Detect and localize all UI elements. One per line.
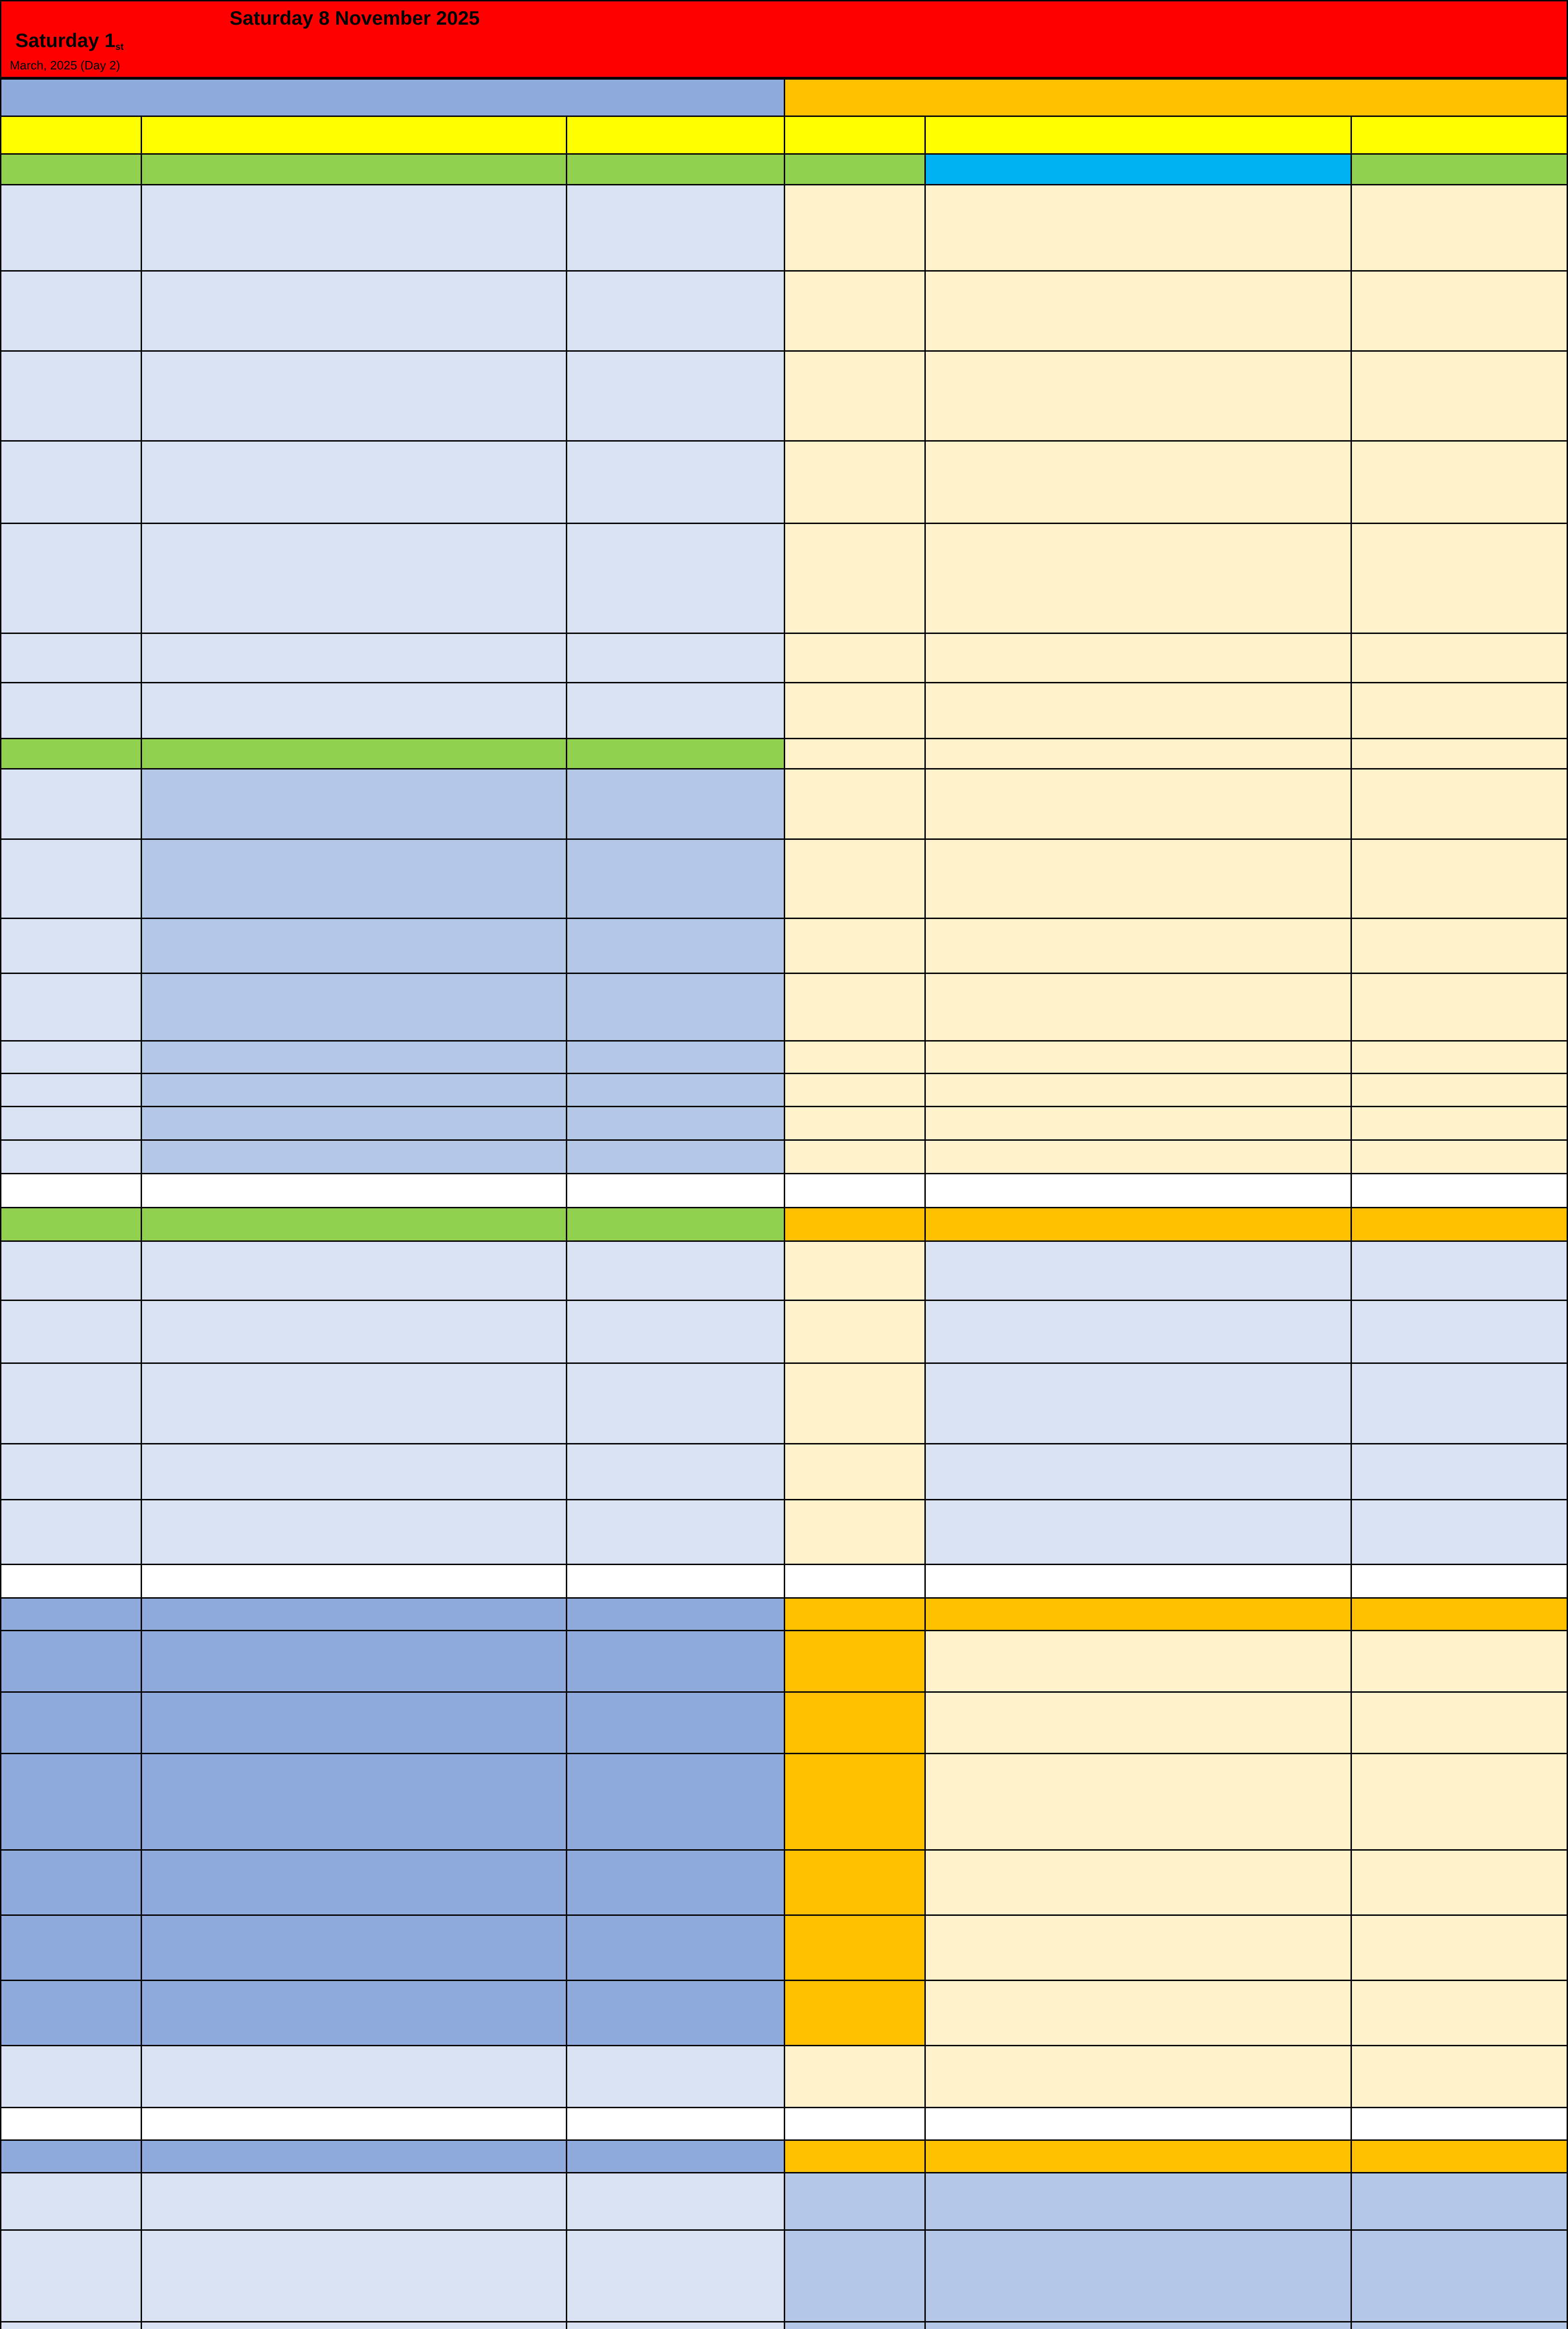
room2-time-cell <box>784 184 926 272</box>
room1-speaker-cell <box>566 2172 785 2231</box>
room2-topic-cell <box>924 768 1352 840</box>
room2-time-cell <box>784 1362 926 1444</box>
room1-topic-cell <box>141 350 567 442</box>
room1-topic-cell <box>141 2321 567 2329</box>
room1-topic-cell <box>141 1914 567 1981</box>
room1-time-cell <box>0 1499 142 1565</box>
room1-speaker-cell <box>566 270 785 352</box>
room2-topic-cell <box>924 2107 1352 2141</box>
room1-speaker-cell <box>566 2229 785 2322</box>
room1-topic-cell <box>141 1980 567 2046</box>
room2-topic-cell <box>924 1173 1352 1208</box>
room1-speaker-cell <box>566 1753 785 1851</box>
room1-topic-cell <box>141 738 567 770</box>
room2-speaker-cell <box>1351 838 1568 919</box>
room2-speaker-cell <box>1351 768 1568 840</box>
col-header-room1-time <box>0 116 142 155</box>
room2-topic-cell <box>924 1139 1352 1174</box>
room2-time-cell <box>784 1691 926 1754</box>
room1-topic-cell <box>141 1362 567 1444</box>
col-header-room2-time <box>784 116 926 155</box>
room2-time-cell <box>784 440 926 524</box>
room1-speaker-cell <box>566 1073 785 1107</box>
room1-topic-cell <box>141 1443 567 1500</box>
room2-speaker-cell <box>1351 2139 1568 2173</box>
room2-time-cell <box>784 2045 926 2108</box>
room1-topic-cell <box>141 270 567 352</box>
room2-topic-cell <box>924 270 1352 352</box>
room2-speaker-cell <box>1351 1499 1568 1565</box>
room2-time-cell <box>784 1300 926 1364</box>
room1-speaker-cell <box>566 1691 785 1754</box>
room1-speaker-cell <box>566 523 785 634</box>
room2-speaker-cell <box>1351 1849 1568 1916</box>
room2-title <box>784 78 1568 117</box>
room2-topic-cell <box>924 2172 1352 2231</box>
room1-topic-cell <box>141 1753 567 1851</box>
room1-time-cell <box>0 1300 142 1364</box>
room2-topic-cell <box>924 738 1352 770</box>
room1-time-cell <box>0 1597 142 1631</box>
room2-speaker-cell <box>1351 1691 1568 1754</box>
room1-speaker-cell <box>566 1564 785 1599</box>
room2-speaker-cell <box>1351 1106 1568 1141</box>
room2-time-cell <box>784 973 926 1042</box>
room1-topic-cell <box>141 682 567 739</box>
room2-time-cell <box>784 1240 926 1301</box>
room1-time-cell <box>0 1849 142 1916</box>
room2-topic-cell <box>924 838 1352 919</box>
room1-time-cell <box>0 682 142 739</box>
room1-speaker-cell <box>566 768 785 840</box>
room2-time-cell <box>784 1106 926 1141</box>
room2-speaker-cell <box>1351 1240 1568 1301</box>
room1-speaker-cell <box>566 1362 785 1444</box>
room2-topic-cell <box>924 1691 1352 1754</box>
room1-time-cell <box>0 1362 142 1444</box>
room2-topic-cell <box>924 1362 1352 1444</box>
room2-speaker-cell <box>1351 682 1568 739</box>
room2-speaker-cell <box>1351 1040 1568 1074</box>
room2-time-cell <box>784 682 926 739</box>
room1-topic-cell <box>141 1630 567 1693</box>
room1-topic-cell <box>141 2229 567 2322</box>
room1-topic-cell <box>141 2139 567 2173</box>
room2-topic-cell <box>924 184 1352 272</box>
room1-speaker-cell <box>566 918 785 974</box>
room2-topic-cell <box>924 1753 1352 1851</box>
room1-topic-cell <box>141 768 567 840</box>
room1-speaker-cell <box>566 1173 785 1208</box>
room2-speaker-cell <box>1351 1980 1568 2046</box>
room2-topic-cell <box>924 153 1352 185</box>
room2-speaker-cell <box>1351 1173 1568 1208</box>
room1-time-cell <box>0 2321 142 2329</box>
col-header-room2-speaker <box>1351 116 1568 155</box>
room2-topic-cell <box>924 1564 1352 1599</box>
room2-topic-cell <box>924 350 1352 442</box>
room2-topic-cell <box>924 440 1352 524</box>
room1-time-cell <box>0 1564 142 1599</box>
room2-topic-cell <box>924 2321 1352 2329</box>
room1-time-cell <box>0 2139 142 2173</box>
room2-time-cell <box>784 1139 926 1174</box>
room1-speaker-cell <box>566 1849 785 1916</box>
room2-speaker-cell <box>1351 738 1568 770</box>
room1-topic-cell <box>141 1173 567 1208</box>
room1-speaker-cell <box>566 1597 785 1631</box>
room2-speaker-cell <box>1351 1630 1568 1693</box>
room2-time-cell <box>784 838 926 919</box>
room2-time-cell <box>784 2107 926 2141</box>
room2-speaker-cell <box>1351 270 1568 352</box>
room2-speaker-cell <box>1351 350 1568 442</box>
room1-topic-cell <box>141 153 567 185</box>
room1-time-cell <box>0 270 142 352</box>
room1-topic-cell <box>141 1691 567 1754</box>
room2-time-cell <box>784 2229 926 2322</box>
day-label-text: Saturday 1 <box>15 29 115 51</box>
room2-time-cell <box>784 1630 926 1693</box>
day-label-suffix: st <box>115 42 124 52</box>
room1-topic-cell <box>141 1073 567 1107</box>
room2-topic-cell <box>924 1106 1352 1141</box>
room2-time-cell <box>784 1597 926 1631</box>
room1-time-cell <box>0 1207 142 1242</box>
room1-speaker-cell <box>566 153 785 185</box>
room2-speaker-cell <box>1351 1073 1568 1107</box>
room2-speaker-cell <box>1351 523 1568 634</box>
room1-speaker-cell <box>566 738 785 770</box>
room1-topic-cell <box>141 1139 567 1174</box>
room1-time-cell <box>0 2107 142 2141</box>
room2-time-cell <box>784 738 926 770</box>
col-header-room1-speaker <box>566 116 785 155</box>
room2-time-cell <box>784 153 926 185</box>
room2-speaker-cell <box>1351 2229 1568 2322</box>
day-sub-label: March, 2025 (Day 2) <box>10 58 120 72</box>
room2-time-cell <box>784 768 926 840</box>
room2-topic-cell <box>924 2139 1352 2173</box>
room1-topic-cell <box>141 1207 567 1242</box>
room1-speaker-cell <box>566 1443 785 1500</box>
room2-time-cell <box>784 1040 926 1074</box>
room1-speaker-cell <box>566 1240 785 1301</box>
room1-time-cell <box>0 1073 142 1107</box>
room1-topic-cell <box>141 1106 567 1141</box>
room2-time-cell <box>784 1207 926 1242</box>
room2-time-cell <box>784 1443 926 1500</box>
room2-topic-cell <box>924 1240 1352 1301</box>
room1-speaker-cell <box>566 1980 785 2046</box>
room2-time-cell <box>784 2321 926 2329</box>
room2-topic-cell <box>924 1300 1352 1364</box>
room1-topic-cell <box>141 838 567 919</box>
room1-topic-cell <box>141 633 567 683</box>
room1-topic-cell <box>141 2045 567 2108</box>
room1-topic-cell <box>141 1564 567 1599</box>
room1-speaker-cell <box>566 1207 785 1242</box>
room2-time-cell <box>784 1914 926 1981</box>
room1-time-cell <box>0 1691 142 1754</box>
room1-time-cell <box>0 1040 142 1074</box>
room1-time-cell <box>0 918 142 974</box>
room1-time-cell <box>0 2045 142 2108</box>
room2-time-cell <box>784 350 926 442</box>
room1-topic-cell <box>141 184 567 272</box>
room1-speaker-cell <box>566 682 785 739</box>
room1-topic-cell <box>141 1300 567 1364</box>
room1-speaker-cell <box>566 2321 785 2329</box>
room2-time-cell <box>784 1564 926 1599</box>
room2-speaker-cell <box>1351 2107 1568 2141</box>
room2-topic-cell <box>924 2045 1352 2108</box>
room1-speaker-cell <box>566 1139 785 1174</box>
room1-speaker-cell <box>566 2139 785 2173</box>
room1-time-cell <box>0 1139 142 1174</box>
room1-topic-cell <box>141 918 567 974</box>
room1-speaker-cell <box>566 1630 785 1693</box>
room2-topic-cell <box>924 633 1352 683</box>
room1-time-cell <box>0 2172 142 2231</box>
room2-topic-cell <box>924 973 1352 1042</box>
room1-time-cell <box>0 1240 142 1301</box>
room2-time-cell <box>784 918 926 974</box>
room1-speaker-cell <box>566 1040 785 1074</box>
room1-speaker-cell <box>566 1300 785 1364</box>
col-header-room1-topic <box>141 116 567 155</box>
room1-speaker-cell <box>566 633 785 683</box>
col-header-room2-topic <box>924 116 1352 155</box>
sheet-header <box>0 0 1568 78</box>
room1-time-cell <box>0 1443 142 1500</box>
room1-topic-cell <box>141 1499 567 1565</box>
room2-time-cell <box>784 1073 926 1107</box>
date-title: Saturday 8 November 2025 <box>230 7 480 29</box>
room2-topic-cell <box>924 682 1352 739</box>
room1-speaker-cell <box>566 2107 785 2141</box>
room2-speaker-cell <box>1351 1207 1568 1242</box>
room1-time-cell <box>0 1630 142 1693</box>
room1-time-cell <box>0 184 142 272</box>
room2-speaker-cell <box>1351 1597 1568 1631</box>
room1-time-cell <box>0 1173 142 1208</box>
room2-topic-cell <box>924 1073 1352 1107</box>
room2-topic-cell <box>924 1207 1352 1242</box>
room1-time-cell <box>0 973 142 1042</box>
room2-speaker-cell <box>1351 2172 1568 2231</box>
room2-speaker-cell <box>1351 1753 1568 1851</box>
room2-time-cell <box>784 1753 926 1851</box>
room2-speaker-cell <box>1351 1564 1568 1599</box>
room2-topic-cell <box>924 1040 1352 1074</box>
room2-time-cell <box>784 2139 926 2173</box>
room2-speaker-cell <box>1351 1362 1568 1444</box>
room1-speaker-cell <box>566 838 785 919</box>
room2-topic-cell <box>924 1597 1352 1631</box>
room2-speaker-cell <box>1351 973 1568 1042</box>
room2-time-cell <box>784 1173 926 1208</box>
room2-time-cell <box>784 633 926 683</box>
room1-time-cell <box>0 1753 142 1851</box>
room1-time-cell <box>0 738 142 770</box>
room2-topic-cell <box>924 1443 1352 1500</box>
room1-speaker-cell <box>566 1914 785 1981</box>
room1-title <box>0 78 785 117</box>
room1-time-cell <box>0 523 142 634</box>
room2-topic-cell <box>924 1499 1352 1565</box>
room1-time-cell <box>0 633 142 683</box>
room2-speaker-cell <box>1351 184 1568 272</box>
room2-speaker-cell <box>1351 1443 1568 1500</box>
room1-speaker-cell <box>566 973 785 1042</box>
room2-speaker-cell <box>1351 1300 1568 1364</box>
room1-topic-cell <box>141 1040 567 1074</box>
room2-time-cell <box>784 2172 926 2231</box>
room2-speaker-cell <box>1351 1914 1568 1981</box>
room1-speaker-cell <box>566 350 785 442</box>
room1-topic-cell <box>141 1597 567 1631</box>
room1-speaker-cell <box>566 440 785 524</box>
room1-topic-cell <box>141 523 567 634</box>
room2-speaker-cell <box>1351 2045 1568 2108</box>
room1-time-cell <box>0 838 142 919</box>
room1-topic-cell <box>141 973 567 1042</box>
room2-topic-cell <box>924 523 1352 634</box>
room1-time-cell <box>0 2229 142 2322</box>
room1-topic-cell <box>141 440 567 524</box>
room1-topic-cell <box>141 1849 567 1916</box>
room2-topic-cell <box>924 918 1352 974</box>
day-label <box>15 29 124 53</box>
room2-speaker-cell <box>1351 1139 1568 1174</box>
room1-time-cell <box>0 440 142 524</box>
room2-time-cell <box>784 1499 926 1565</box>
room2-time-cell <box>784 1849 926 1916</box>
room2-speaker-cell <box>1351 153 1568 185</box>
room2-time-cell <box>784 523 926 634</box>
room2-time-cell <box>784 270 926 352</box>
room2-speaker-cell <box>1351 2321 1568 2329</box>
room2-topic-cell <box>924 1914 1352 1981</box>
room1-topic-cell <box>141 2172 567 2231</box>
room1-speaker-cell <box>566 1499 785 1565</box>
room1-speaker-cell <box>566 1106 785 1141</box>
room2-topic-cell <box>924 1980 1352 2046</box>
room1-speaker-cell <box>566 2045 785 2108</box>
room2-time-cell <box>784 1980 926 2046</box>
room1-speaker-cell <box>566 184 785 272</box>
room2-topic-cell <box>924 2229 1352 2322</box>
room2-topic-cell <box>924 1630 1352 1693</box>
room2-speaker-cell <box>1351 918 1568 974</box>
room1-time-cell <box>0 153 142 185</box>
room1-time-cell <box>0 1914 142 1981</box>
room1-time-cell <box>0 350 142 442</box>
room1-time-cell <box>0 1106 142 1141</box>
room2-topic-cell <box>924 1849 1352 1916</box>
room2-speaker-cell <box>1351 440 1568 524</box>
room1-topic-cell <box>141 2107 567 2141</box>
room2-speaker-cell <box>1351 633 1568 683</box>
room1-topic-cell <box>141 1240 567 1301</box>
room1-time-cell <box>0 1980 142 2046</box>
room1-time-cell <box>0 768 142 840</box>
